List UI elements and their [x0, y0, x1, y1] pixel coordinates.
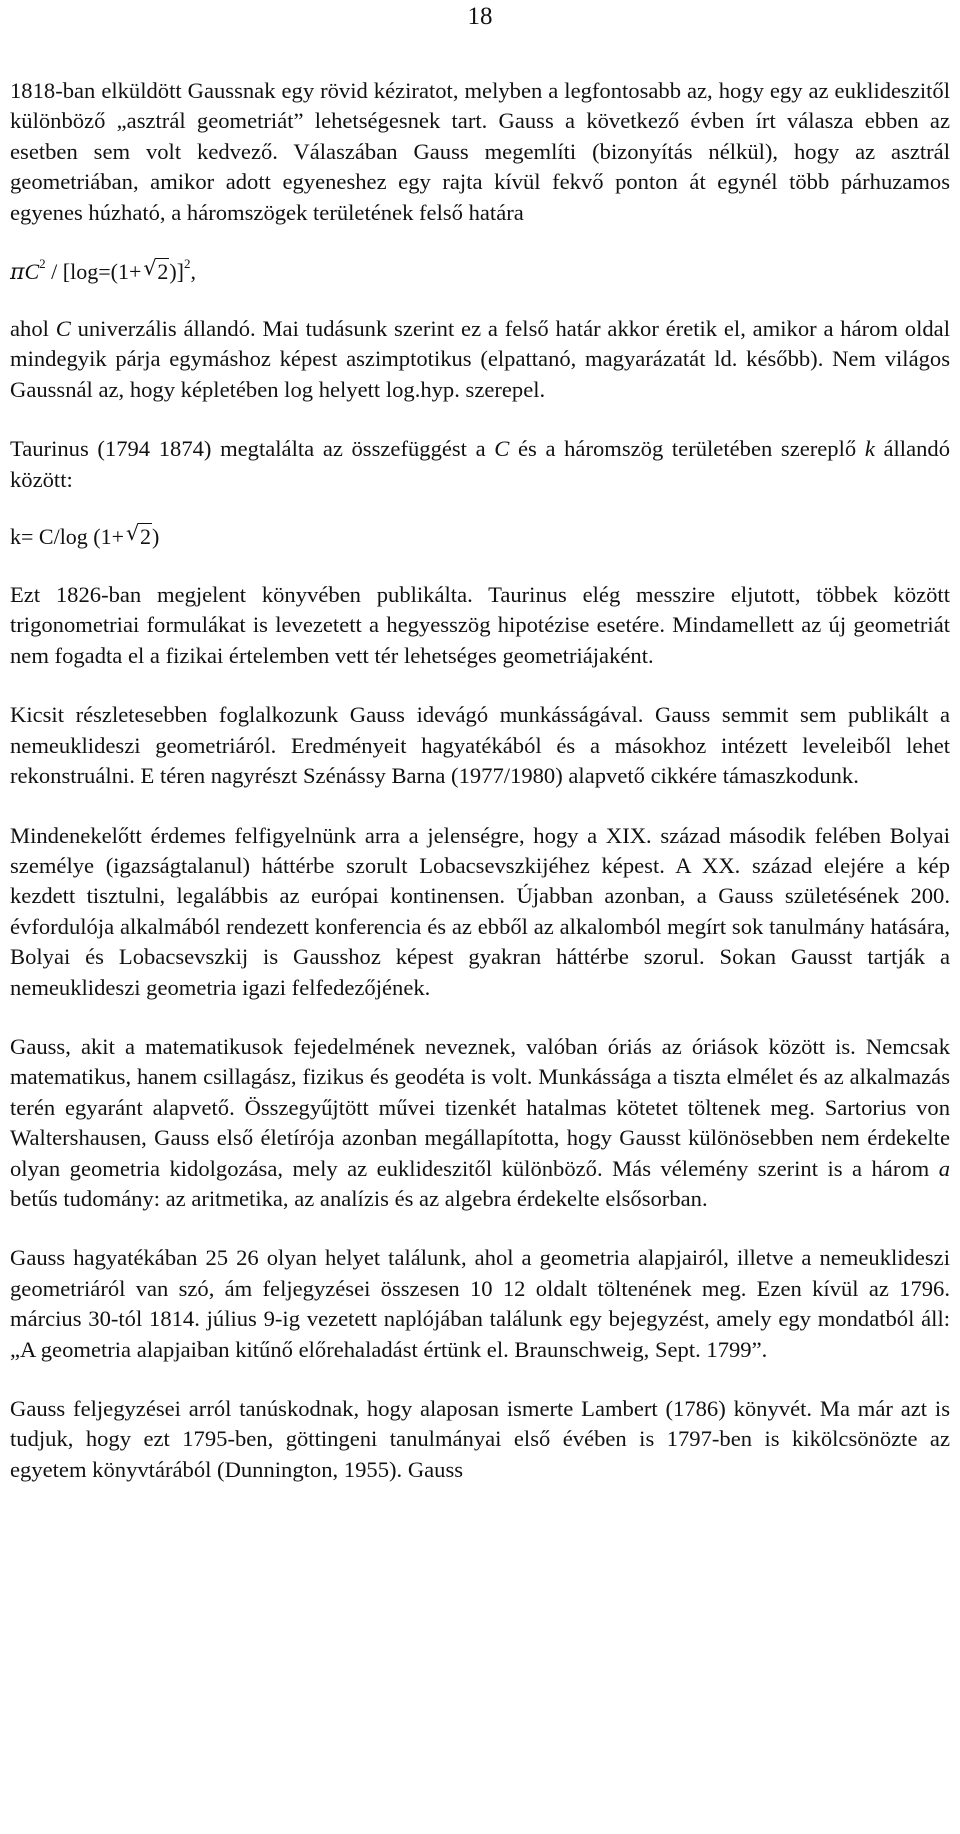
formula-taurinus — [10, 522, 950, 552]
sqrt-argument: 2 — [157, 259, 169, 285]
formula-tail: , — [190, 259, 197, 285]
paragraph-2-text-a: ahol — [10, 316, 56, 342]
paragraph-3-text-d: állandó között: — [10, 436, 951, 492]
formula-middle: / [log=(1+ — [45, 259, 142, 285]
formula-c-exponent: 2 — [39, 256, 46, 272]
paragraph-3-text-a: Taurinus (1794 1874) megtalálta az összefüggést a — [10, 436, 495, 462]
paragraph-2-text-b: univerzális állandó. Mai tudásunk szerint ez a felső határ akkor éretik el, amikor a három oldal mindegyik párja egymáshoz képest aszimptotikus (elpattanó, magyarázatát ld. később). Nem világos Gaussnál az, hogy képletében log helyett log.hyp. szerepel. — [10, 316, 950, 402]
sqrt-icon: √ — [126, 521, 140, 546]
paragraph-5: Kicsit részletesebben foglalkozunk Gauss idevágó munkásságával. Gauss semmit sem publikált a nemeuklideszi geometriáról. Eredményeit hagyatékából és a másokhoz intézett leveleiből lehet rekonstruálni. E téren nagyrészt Szénássy Barna (1977/1980) alapvető cikkére támaszkodunk. — [10, 702, 950, 789]
pi-symbol: π — [10, 260, 25, 286]
paragraph-1: 1818-ban elküldött Gaussnak egy rövid kéziratot, melyben a legfontosabb az, hogy egy az euklideszitől különböző „asztrál geometriát” lehetségesnek tart. Gauss a következő évben írt válasza ebben az esetben sem volt kedvező. Válaszában Gauss megemlíti (bizonyítás nélkül), hogy az asztrál geometriában, amikor adott egyeneshez egy rajta kívül fekvő ponton át egynél több párhuzamos egyenes húzható, a háromszögek területének felső határa — [10, 78, 950, 225]
italic-c: C — [55, 316, 71, 342]
italic-k: k — [864, 436, 875, 462]
paragraph-3-text-b: és a háromszög területében szereplő — [509, 436, 865, 462]
italic-a: a — [938, 1155, 950, 1181]
formula2-prefix: k= C/log (1+ — [10, 524, 125, 550]
italic-c: C — [494, 436, 510, 462]
document-body — [10, 76, 950, 1485]
formula-c: C — [24, 259, 40, 285]
sqrt-icon: √ — [143, 256, 157, 281]
paragraph-8: Gauss hagyatékában 25 26 olyan helyet találunk, ahol a geometria alapjairól, illetve a nemeuklideszi geometriáról van szó, ám feljegyzései összesen 10 12 oldalt töltenének meg. Ezen kívül az 1796. március 30-tól 1814. július 9-ig vezetett naplójában találunk egy bejegyzést, amely egy mondatból áll: „A geometria alapjaiban kitűnő előrehaladást értünk el. Braunschweig, Sept. 1799”. — [10, 1245, 950, 1362]
formula2-close: ) — [152, 524, 160, 550]
sqrt-expression — [126, 522, 152, 552]
paragraph-2 — [10, 314, 950, 405]
page-number: 18 — [467, 3, 493, 30]
paragraph-3 — [10, 434, 950, 495]
paragraph-6: Mindenekelőtt érdemes felfigyelnünk arra a jelenségre, hogy a XIX. század második felében Bolyai személye (igazságtalanul) háttérbe szorult Lobacsevszkijéhez képest. A XX. század elejére a kép kezdett tisztulni, legalábbis az európai kontinensen. Újabban azonban, a Gauss születésének 200. évfordulója alkalmából rendezett konferencia és az ebből az alkalomból megírt sok tanulmány hatására, Bolyai és Lobacsevszkij is Gausshoz képest gyakran háttérbe szorul. Sokan Gausst tartják a nemeuklideszi geometria igazi felfedezőjének. — [10, 822, 950, 1000]
sqrt-argument: 2 — [140, 524, 152, 550]
paragraph-4: Ezt 1826-ban megjelent könyvében publikálta. Taurinus elég messzire eljutott, többek között trigonometriai formulákat is levezetett a hegyesszög hipotézise esetére. Mindamellett az új geometriát nem fogadta el a fizikai értelemben vett tér lehetséges geometriájaként. — [10, 582, 950, 668]
paragraph-7-text-a: Gauss, akit a matematikusok fejedelmének neveznek, valóban óriás az óriások között is. Nemcsak matematikus, hanem csillagász, fizikus és geodéta is volt. Munkássága a tiszta elmélet és az alkalmazás terén egyaránt alapvető. Összegyűjtött művei tizenkét hatalmas kötetet töltenek meg. Sartorius von Waltershausen, Gauss első életírója azonban megállapította, hogy Gausst különösebben nem érdekelte olyan geometria kidolgozása, mely az euklideszitől különböző. Más vélemény szerint is a három — [10, 1033, 950, 1181]
paragraph-9: Gauss feljegyzései arról tanúskodnak, hogy alaposan ismerte Lambert (1786) könyvét. Ma már azt is tudjuk, hogy ezt 1795-ben, göttingeni tanulmányai első évében is 1797-ben is kikölcsönözte az egyetem könyvtárából (Dunnington, 1955). Gauss — [10, 1396, 950, 1482]
formula-close: )] — [169, 259, 185, 285]
paragraph-7-text-b: betűs tudomány: az aritmetika, az analízis és az algebra érdekelte elsősorban. — [10, 1185, 708, 1211]
sqrt-expression — [143, 257, 169, 287]
formula-area-bound — [10, 257, 950, 288]
paragraph-7 — [10, 1032, 950, 1214]
formula-outer-exponent: 2 — [184, 256, 191, 272]
